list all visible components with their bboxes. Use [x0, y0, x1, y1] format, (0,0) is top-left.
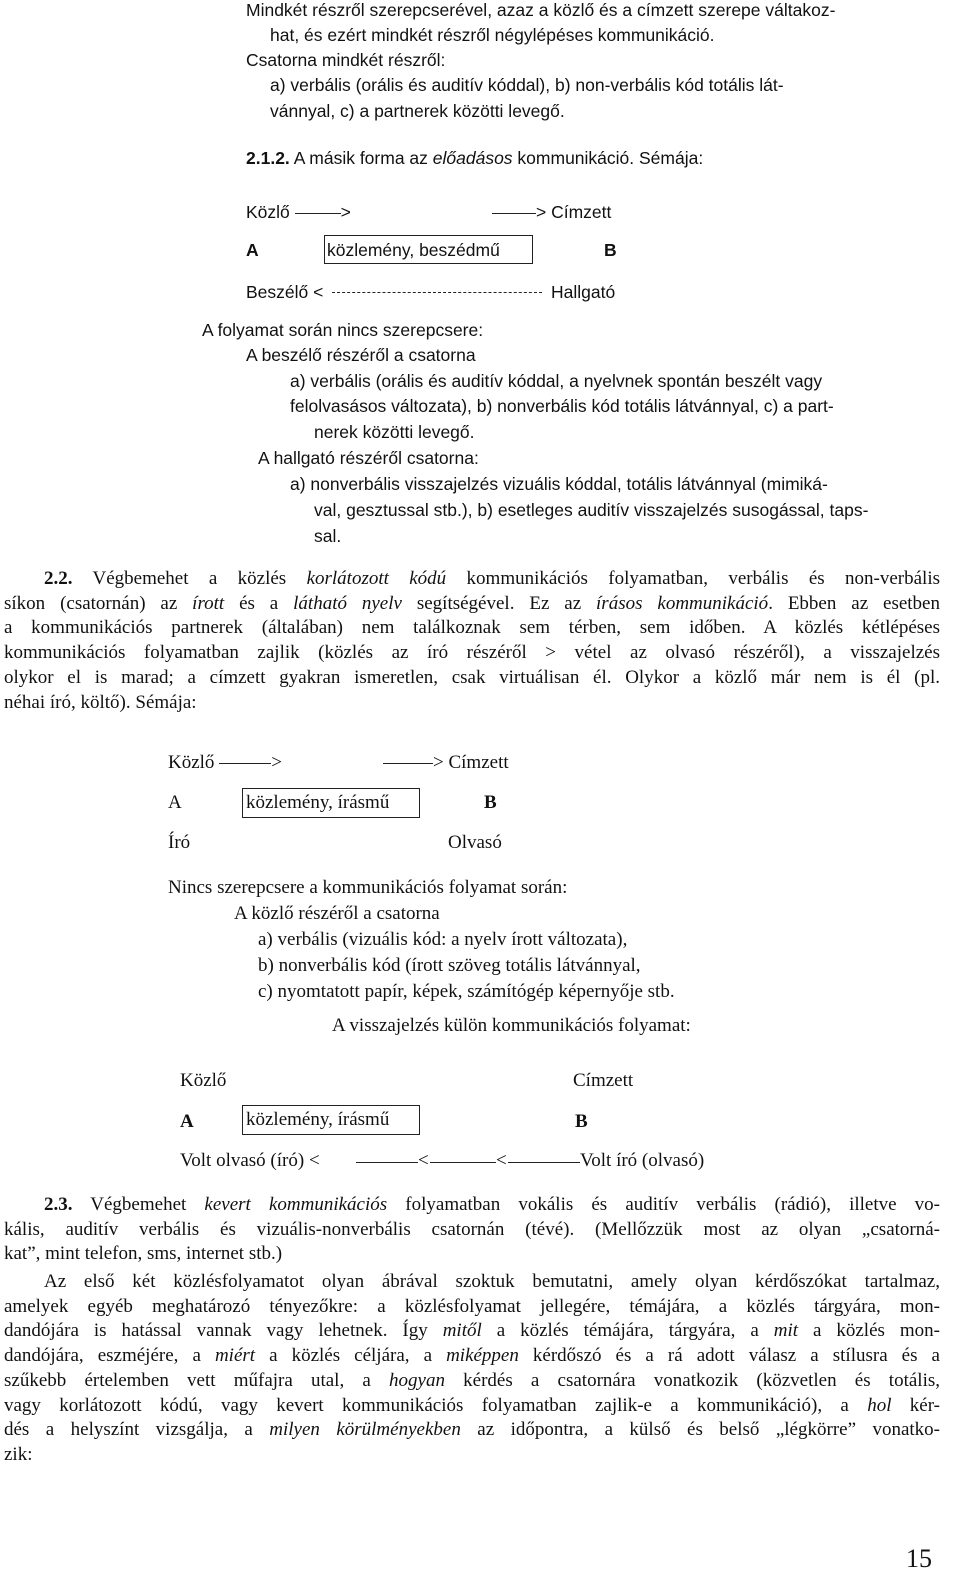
diagram3-label-a: A — [180, 1111, 194, 1132]
diagram3-label-b: B — [575, 1111, 588, 1132]
diagram1-speaker: Beszélő < — [246, 282, 324, 302]
diagram3-arrow-mid-2: < — [496, 1150, 507, 1171]
diagram1-label-a: A — [246, 240, 259, 260]
p1-line-1: A folyamat során nincs szerepcsere: — [202, 320, 484, 340]
diagram2-label-a: A — [168, 792, 182, 813]
diagram3-message: közlemény, írásmű — [246, 1109, 390, 1130]
p1-line-7: a) nonverbális visszajelzés vizuális kóddal, totális látvánnyal (mimiká- — [290, 474, 828, 494]
p2-line-6: A visszajelzés külön kommunikációs folyamat: — [332, 1015, 691, 1036]
intro-line-1: Mindkét részről szerepcserével, azaz a közlő és a címzett szerepe váltakoz- — [246, 0, 836, 20]
intro-line-4: a) verbális (orális és auditív kóddal), b) non-verbális kód totális lát- — [270, 75, 784, 95]
diagram3-feedback-line-1 — [356, 1162, 418, 1163]
diagram2-reader: Olvasó — [448, 832, 502, 853]
diagram1-sender: Közlő > — [246, 202, 351, 222]
diagram1-message: közlemény, beszédmű — [327, 240, 500, 260]
diagram1-receiver: > Címzett — [492, 200, 611, 224]
p2-line-1: Nincs szerepcsere a kommunikációs folyamat során: — [168, 877, 568, 898]
diagram1-listener: Hallgató — [551, 282, 616, 302]
section-2-1-2-heading: 2.1.2. A másik forma az előadásos kommunikáció. Sémája: — [246, 148, 704, 168]
p1-line-3: a) verbális (orális és auditív kóddal, a nyelvnek spontán beszélt vagy — [290, 371, 823, 391]
diagram3-feedback-line-3 — [508, 1162, 580, 1163]
intro-line-5: vánnyal, c) a partnerek közötti levegő. — [270, 101, 565, 121]
p1-line-6: A hallgató részéről csatorna: — [258, 448, 479, 468]
diagram2-message: közlemény, írásmű — [246, 792, 390, 813]
intro-line-3: Csatorna mindkét részről: — [246, 50, 446, 70]
diagram2-writer: Író — [168, 832, 191, 853]
diagram1-label-b: B — [604, 240, 617, 260]
diagram3-receiver: Címzett — [573, 1070, 634, 1091]
p2-line-2: A közlő részéről a csatorna — [234, 903, 440, 924]
diagram3-arrow-mid-1: < — [418, 1150, 429, 1171]
section-2-3-paragraph: 2.3. Végbemehet kevert kommunikációs folyamatban vokális és auditív verbális (rádió), illetve vo- kális, auditív verbális és vizuális-nonverbális csatornán (tévé). (Mellőzzük most az olyan „csatorná- kat”, mint telefon, sms, internet stb.) — [4, 1194, 940, 1265]
intro-line-2: hat, és ezért mindkét részről négylépéses kommunikáció. — [270, 25, 715, 45]
final-paragraph: Az első két közlésfolyamatot olyan ábrával szoktuk bemutatni, amely olyan kérdőszókat tartalmaz, amelyek egyéb meghatározó tényezőkre: a közlésfolyamat jellegére, témájára, a közlés tárgyára, mon- dandójára is hatással vannak vagy lehetnek. Így mitől a közlés témájára, tárgyára, a mit a közlés mon- dandójára, eszméjére, a miért a közlés céljára, a miképpen kérdőszó és a rá adott válasz a stílusra és a szűkebb értelemben vett műfajra utal, a hogyan kérdés a csatornára vonatkozik (közvetlen és totális, vagy korlátozott kódú, vagy kevert kommunikációs folyamatban zajlik-e a kommunikáció), a hol kér- dés a helyszínt vizsgálja, a milyen körülményekben az időpontra, a külső és belső „légkörre” vonatko- zik: — [4, 1271, 940, 1465]
diagram3-former-reader: Volt olvasó (író) < — [180, 1150, 320, 1171]
p2-line-5: c) nyomtatott papír, képek, számítógép képernyője stb. — [258, 981, 675, 1002]
diagram2-sender: Közlő > — [168, 752, 282, 773]
diagram1-feedback-dash — [332, 292, 542, 293]
diagram3-feedback-line-2 — [430, 1162, 496, 1163]
p1-line-8: val, gesztussal stb.), b) esetleges auditív visszajelzés susogással, taps- — [314, 500, 869, 520]
section-2-2-paragraph: 2.2. Végbemehet a közlés korlátozott kódú kommunikációs folyamatban, verbális és non-verbális síkon (csatornán) az írott és a látható nyelv segítségével. Ez az írásos kommunikáció. Ebben az esetben a kommunikációs partnerek (általában) nem találkoznak sem térben, sem időben. A közlés kétlépéses kommunikációs folyamatban zajlik (közlés az író részéről > vétel az olvasó részéről), a visszajelzés olykor el is marad; a címzett gyakran ismeretlen, csak virtuálisan él. Olykor a közlő már nem is él (pl. néhai író, költő). Sémája: — [4, 568, 940, 713]
diagram2-receiver: > Címzett — [383, 751, 509, 775]
p1-line-9: sal. — [314, 526, 342, 546]
p1-line-2: A beszélő részéről a csatorna — [246, 345, 476, 365]
p1-line-4: felolvasásos változata), b) nonverbális kód totális látvánnyal, c) a part- — [290, 396, 834, 416]
p2-line-4: b) nonverbális kód (írott szöveg totális látvánnyal, — [258, 955, 641, 976]
diagram3-former-writer: Volt író (olvasó) — [580, 1150, 705, 1171]
diagram3-sender: Közlő — [180, 1070, 227, 1091]
p1-line-5: nerek közötti levegő. — [314, 422, 475, 442]
p2-line-3: a) verbális (vizuális kód: a nyelv írott változata), — [258, 929, 628, 950]
page-number: 15 — [906, 1544, 932, 1573]
diagram2-label-b: B — [484, 792, 497, 813]
